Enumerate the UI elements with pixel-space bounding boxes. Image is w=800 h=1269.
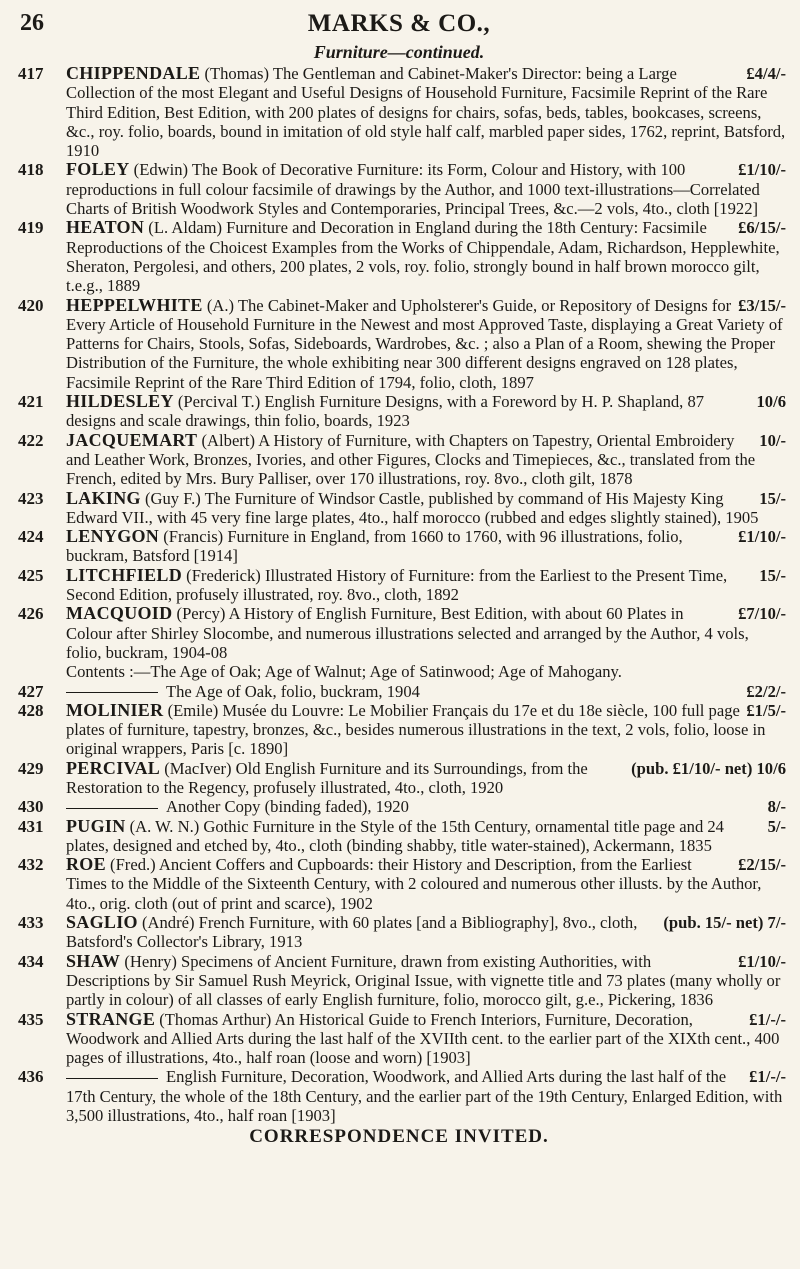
entry-price: £1/-/-: [749, 1009, 786, 1029]
entry-number: 435: [18, 1009, 44, 1029]
entry-number: 433: [18, 913, 44, 933]
entry-author: ROE: [66, 854, 106, 875]
entry-author: PERCIVAL: [66, 757, 161, 778]
entry-description: Contents :—The Age of Oak; Age of Walnut; Age of Satinwood; Age of Mahogany.: [66, 662, 622, 682]
catalogue-entry: [12, 682, 786, 701]
entry-description: (Henry) Specimens of Ancient Furniture, drawn from existing Authorities, with Descriptions by Sir Samuel Rush Meyrick, Original Issue, with vignette title and 73 plates (many wholly or partly in colour) of all classes of early English furniture, folio, morocco gilt, g.e., Pickering, 1836: [66, 951, 781, 1010]
entry-number: 424: [18, 527, 44, 547]
entry-number: 417: [18, 64, 44, 83]
entry-price: £6/15/-: [738, 218, 786, 238]
entry-price: £1/-/-: [749, 1067, 786, 1087]
entry-price: 5/-: [767, 816, 786, 836]
entry-price: 10/-: [759, 430, 786, 450]
entry-description: (Guy F.) The Furniture of Windsor Castle, published by command of His Majesty King Edward VII., with 45 very fine large plates, 4to., half morocco (rubbed and edges slightly stained), 1905: [66, 488, 759, 527]
catalogue-entry: [12, 604, 786, 662]
catalogue-entry: [12, 662, 786, 681]
entry-price: (pub. 15/- net) 7/-: [663, 913, 786, 933]
catalogue-entry: [12, 913, 786, 952]
entry-price: £1/10/-: [738, 160, 786, 180]
entry-price: £1/10/-: [738, 527, 786, 547]
entry-price: £4/4/-: [746, 64, 786, 83]
entry-price: 15/-: [759, 565, 786, 585]
entry-list: [12, 64, 786, 1125]
entry-number: 428: [18, 700, 44, 720]
entry-price: (pub. £1/10/- net) 10/6: [631, 758, 786, 778]
catalogue-entry: [12, 527, 786, 566]
catalogue-entry: [12, 218, 786, 295]
entry-author: JACQUEMART: [66, 429, 198, 450]
entry-number: 431: [18, 816, 44, 836]
ditto-rule: [66, 1078, 158, 1079]
ditto-rule: [66, 692, 158, 693]
entry-author: SHAW: [66, 950, 121, 971]
entry-description: (A. W. N.) Gothic Furniture in the Style of the 15th Century, ornamental title page and 24 plates, designed and etched by, 4to., cloth (binding shabby, title water-stained), Ackermann, 1835: [66, 816, 724, 855]
entry-description: Another Copy (binding faded), 1920: [166, 797, 409, 817]
entry-number: 425: [18, 565, 44, 585]
entry-number: 432: [18, 855, 44, 875]
entry-price: £2/15/-: [738, 855, 786, 875]
entry-author: PUGIN: [66, 815, 126, 836]
entry-description: (Albert) A History of Furniture, with Chapters on Tapestry, Oriental Embroidery and Leather Work, Bronzes, Ivories, and other Figures, Clocks and Timepieces, &c., translated from the French, edited by Mrs. Bury Palliser, over 170 illustrations, roy. 8vo., cloth gilt, 1878: [66, 430, 756, 489]
entry-description: (André) French Furniture, with 60 plates [and a Bibliography], 8vo., cloth, Batsford's Collector's Library, 1913: [66, 913, 638, 952]
entry-price: 15/-: [759, 488, 786, 508]
catalogue-entry: [12, 392, 786, 431]
entry-author: HEPPELWHITE: [66, 294, 203, 315]
catalogue-entry: [12, 160, 786, 218]
catalogue-entry: [12, 855, 786, 913]
entry-number: 434: [18, 951, 44, 971]
entry-author: LAKING: [66, 487, 141, 508]
page-header: [12, 10, 786, 44]
entry-description: (Edwin) The Book of Decorative Furniture: its Form, Colour and History, with 100 reproductions in full colour facsimile of drawings by the Author, and 1000 text-illustrations—Correlated Charts of British Woodwork Styles and Contemporaries, Principal Trees, &c.—2 vols, 4to., cloth [1922]: [66, 160, 760, 219]
entry-author: MACQUOID: [66, 603, 173, 624]
entry-author: LENYGON: [66, 526, 160, 547]
entry-author: LITCHFIELD: [66, 564, 183, 585]
footer-note: CORRESPONDENCE INVITED.: [249, 1126, 549, 1148]
entry-number: 418: [18, 160, 44, 180]
entry-author: CHIPPENDALE: [66, 63, 201, 83]
entry-author: FOLEY: [66, 159, 130, 180]
catalogue-entry: [12, 296, 786, 392]
entry-description: English Furniture, Decoration, Woodwork, and Allied Arts during the last half of the 17th Century, the whole of the 18th Century, and the earlier part of the 19th Century, Enlarged Edition, with 3,500 illustrations, 4to., half roan [1903]: [66, 1067, 783, 1126]
catalogue-entry: [12, 1010, 786, 1068]
catalogue-entry: [12, 431, 786, 489]
entry-description: (Thomas Arthur) An Historical Guide to French Interiors, Furniture, Decoration, Woodwork and Allied Arts during the last half of the XVIIth cent. to the earlier part of the XIXth cent., 400 pages of illustrations, 4to., half roan (loose and worn) [1903]: [66, 1009, 780, 1068]
entry-description: (Emile) Musée du Louvre: Le Mobilier Français du 17e et du 18e siècle, 100 full page plates of furniture, tapestry, bronzes, &c., besides numerous illustrations in the text, 2 vols, folio, loose in original wrappers, Paris [c. 1890]: [66, 700, 766, 759]
entry-number: 422: [18, 430, 44, 450]
entry-description: (Thomas) The Gentleman and Cabinet-Maker's Director: being a Large Collection of the most Elegant and Useful Designs of Household Furniture, Facsimile Reprint of the Rare Third Edition, Best Edition, with 200 plates of designs for chairs, sofas, beds, tables, bookcases, screens, &c., roy. folio, boards, bound in imitation of old style half calf, marbled paper sides, 1762, reprint, Batsford, 1910: [66, 64, 786, 161]
catalogue-entry: [12, 797, 786, 816]
entry-price: £2/2/-: [746, 681, 786, 701]
catalogue-entry: [12, 952, 786, 1010]
entry-description: The Age of Oak, folio, buckram, 1904: [166, 681, 420, 701]
entry-author: MOLINIER: [66, 699, 164, 720]
entry-author: STRANGE: [66, 1008, 156, 1029]
entry-number: 420: [18, 295, 44, 315]
entry-number: 419: [18, 218, 44, 238]
entry-description: (Percy) A History of English Furniture, Best Edition, with about 60 Plates in Colour after Shirley Slocombe, and numerous illustrations selected and arranged by the Author, 4 vols, folio, buckram, 1904-08: [66, 604, 749, 662]
entry-price: 10/6: [756, 392, 786, 412]
entry-number: 426: [18, 604, 44, 624]
section-subhead: Furniture—continued.: [313, 42, 485, 62]
catalogue-entry: [12, 489, 786, 528]
entry-price: £1/10/-: [738, 951, 786, 971]
entry-author: SAGLIO: [66, 912, 138, 933]
entry-price: £7/10/-: [738, 604, 786, 624]
catalogue-entry: [12, 817, 786, 856]
entry-description: (MacIver) Old English Furniture and its Surroundings, from the Restoration to the Regency, profusely illustrated, 4to., cloth, 1920: [66, 758, 588, 797]
catalogue-entry: [12, 759, 786, 798]
entry-description: (Francis) Furniture in England, from 1660 to 1760, with 96 illustrations, folio, buckram, Batsford [1914]: [66, 527, 683, 566]
page-number: 26: [20, 10, 44, 36]
entry-number: 430: [18, 797, 44, 817]
entry-price: 8/-: [767, 797, 786, 817]
entry-description: (Fred.) Ancient Coffers and Cupboards: their History and Description, from the Earliest Times to the Middle of the Sixteenth Century, with 2 coloured and numerous other illusts. by the Author, 4to., orig. cloth (out of print and scarce), 1902: [66, 855, 762, 913]
entry-number: 423: [18, 488, 44, 508]
entry-number: 436: [18, 1067, 44, 1087]
entry-number: 427: [18, 681, 44, 701]
ditto-rule: [66, 808, 158, 809]
entry-description: (Frederick) Illustrated History of Furniture: from the Earliest to the Present Time, Second Edition, profusely illustrated, roy. 8vo., cloth, 1892: [66, 565, 728, 605]
entry-author: HILDESLEY: [66, 391, 174, 412]
entry-price: £3/15/-: [738, 295, 786, 315]
catalogue-entry: [12, 64, 786, 160]
entry-price: £1/5/-: [746, 700, 786, 720]
catalogue-entry: [12, 1067, 786, 1125]
entry-description: (A.) The Cabinet-Maker and Upholsterer's Guide, or Repository of Designs for Every Article of Household Furniture in the Newest and most Approved Taste, displaying a Great Variety of Patterns for Chairs, Stools, Sofas, Sideboards, Wardrobes, &c. ; also a Plan of a Room, shewing the Proper Distribution of the Furniture, the whole exhibiting near 300 different designs engraved on 128 plates, Facsimile Reprint of the Rare Third Edition of 1794, folio, cloth, 1897: [66, 295, 783, 392]
catalogue-entry: [12, 701, 786, 759]
catalogue-entry: [12, 566, 786, 605]
entry-description: (L. Aldam) Furniture and Decoration in England during the 18th Century: Facsimile Reproductions of the Choicest Examples from the Works of Chippendale, Adam, Richardson, Hepplewhite, Sheraton, Pergolesi, and others, 200 plates, 2 vols, roy. folio, strongly bound in half brown morocco gilt, t.e.g., 1889: [66, 218, 780, 296]
running-head: MARKS & CO.,: [307, 10, 491, 37]
entry-description: (Percival T.) English Furniture Designs, with a Foreword by H. P. Shapland, 87 designs and scale drawings, thin folio, boards, 1923: [66, 392, 705, 431]
entry-author: HEATON: [66, 217, 145, 238]
entry-number: 421: [18, 392, 44, 412]
entry-number: 429: [18, 758, 44, 778]
